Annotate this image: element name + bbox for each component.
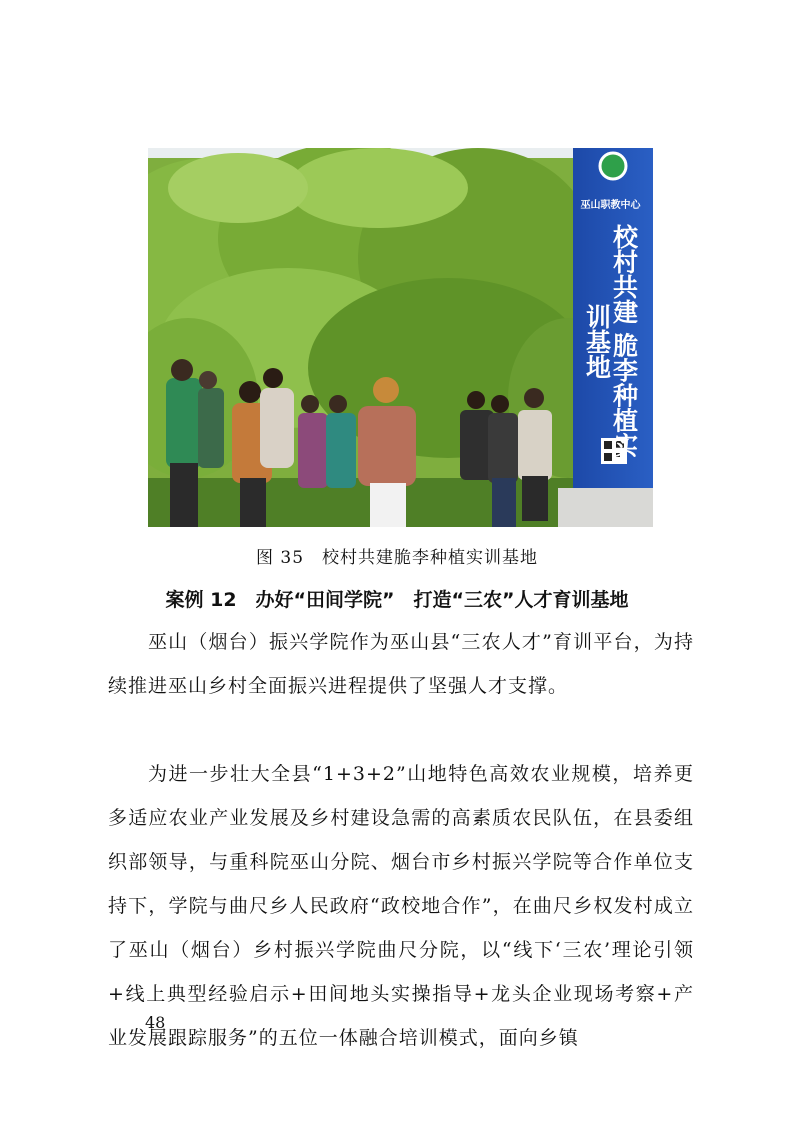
training-base-photo xyxy=(148,148,653,527)
sign-org-label: 巫山职教中心 xyxy=(580,200,641,211)
figure-caption: 图 35 校村共建脆李种植实训基地 xyxy=(255,548,539,568)
paragraph-1: 巫山（烟台）振兴学院作为巫山县“三农人才”育训平台，为持续推进巫山乡村全面振兴进程提供了坚强人才支撑。 xyxy=(108,631,694,697)
sign-main-label: 校村共建 脆李种植实训基地 xyxy=(582,224,639,458)
case-title: 案例 12 办好“田间学院” 打造“三农”人才育训基地 xyxy=(165,589,629,611)
paragraph-2: 为进一步壮大全县“1+3+2”山地特色高效农业规模，培养更多适应农业产业发展及乡村建设急需的高素质农民队伍，在县委组织部领导，与重科院巫山分院、烟台市乡村振兴学院等合作单位支持下，学院与曲尺乡人民政府“政校地合作”，在曲尺乡权发村成立了巫山（烟台）乡村振兴学院曲尺分院，以“线下‘三农’理论引领+线上典型经验启示+田间地头实操指导+龙头企业现场考察+产业发展跟踪服务”的五位一体融合培训模式，面向乡镇 xyxy=(108,763,694,1049)
page-number: 48 xyxy=(145,1013,166,1032)
sign-text xyxy=(573,168,648,466)
